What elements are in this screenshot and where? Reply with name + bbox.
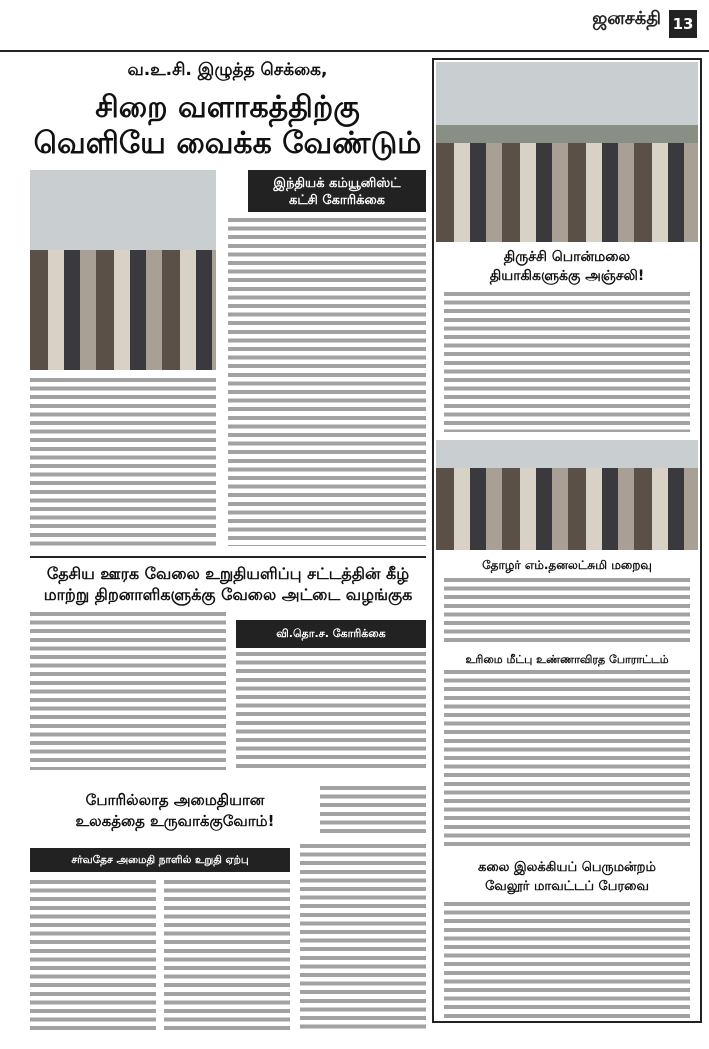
right-story4-body bbox=[444, 902, 690, 1020]
right-story2-photo bbox=[436, 440, 698, 550]
story3-body-top-right bbox=[320, 786, 426, 836]
right-story2-title: தோழர் எம்.தனலட்சுமி மறைவு bbox=[482, 558, 652, 572]
story3-headline-line-2: உலகத்தை உருவாக்குவோம்! bbox=[75, 812, 275, 830]
story2-headline-line-2: மாற்று திறனாளிகளுக்கு வேலை அட்டை வழங்குக bbox=[43, 585, 413, 604]
story2-headline bbox=[30, 563, 426, 605]
headline-line-1: சிறை வளாகத்திற்கு bbox=[95, 90, 360, 125]
main-story-caption-text bbox=[30, 378, 216, 546]
right-story1-title bbox=[436, 248, 698, 286]
right-story3-title: உரிமை மீட்பு உண்ணாவிரத போராட்டம் bbox=[465, 653, 669, 666]
right-story3-body bbox=[444, 670, 690, 848]
story3-body-col3 bbox=[300, 844, 426, 1030]
right-story1-title-line-1: திருச்சி பொன்மலை bbox=[503, 249, 631, 265]
story2-headline-line-1: தேசிய ஊரக வேலை உறுதியளிப்பு சட்டத்தின் கீழ் bbox=[46, 564, 410, 583]
right-story4-title bbox=[436, 858, 698, 896]
subhead-line-2: கட்சி கோரிக்கை bbox=[289, 193, 385, 208]
main-story-subhead bbox=[248, 170, 426, 212]
story2-body-left bbox=[30, 612, 226, 770]
right-story1-title-line-2: தியாகிகளுக்கு அஞ்சலி! bbox=[489, 268, 645, 284]
main-story-photo bbox=[30, 170, 216, 370]
divider bbox=[30, 556, 426, 558]
main-story-headline bbox=[30, 90, 425, 162]
story2-body-right bbox=[236, 652, 426, 770]
main-story-kicker: வ.உ.சி. இழுத்த செக்கை, bbox=[127, 60, 328, 80]
main-story-body-text bbox=[228, 218, 426, 546]
right-story4-title-line-1: கலை இலக்கியப் பெருமன்றம் bbox=[478, 860, 656, 875]
story3-headline-line-1: போரில்லாத அமைதியான bbox=[85, 791, 265, 809]
page-number: 13 bbox=[669, 10, 697, 38]
story3-body-col1 bbox=[30, 880, 156, 1030]
right-story1-photo bbox=[436, 62, 698, 242]
story2-subhead: வி.தொ.ச. கோரிக்கை bbox=[236, 620, 426, 648]
story3-body-col2 bbox=[164, 880, 290, 1030]
newspaper-brand: ஜனசக்தி bbox=[592, 8, 661, 29]
story3-subhead: சர்வதேச அமைதி நாளில் உறுதி ஏற்பு bbox=[30, 848, 290, 872]
masthead bbox=[0, 0, 709, 52]
right-story1-body bbox=[444, 292, 690, 432]
subhead-line-1: இந்தியக் கம்யூனிஸ்ட் bbox=[273, 176, 401, 191]
story3-headline bbox=[30, 790, 320, 832]
headline-line-2: வெளியே வைக்க வேண்டும் bbox=[33, 126, 422, 161]
right-story4-title-line-2: வேலூர் மாவட்டப் பேரவை bbox=[485, 879, 649, 894]
right-story2-body bbox=[444, 578, 690, 642]
